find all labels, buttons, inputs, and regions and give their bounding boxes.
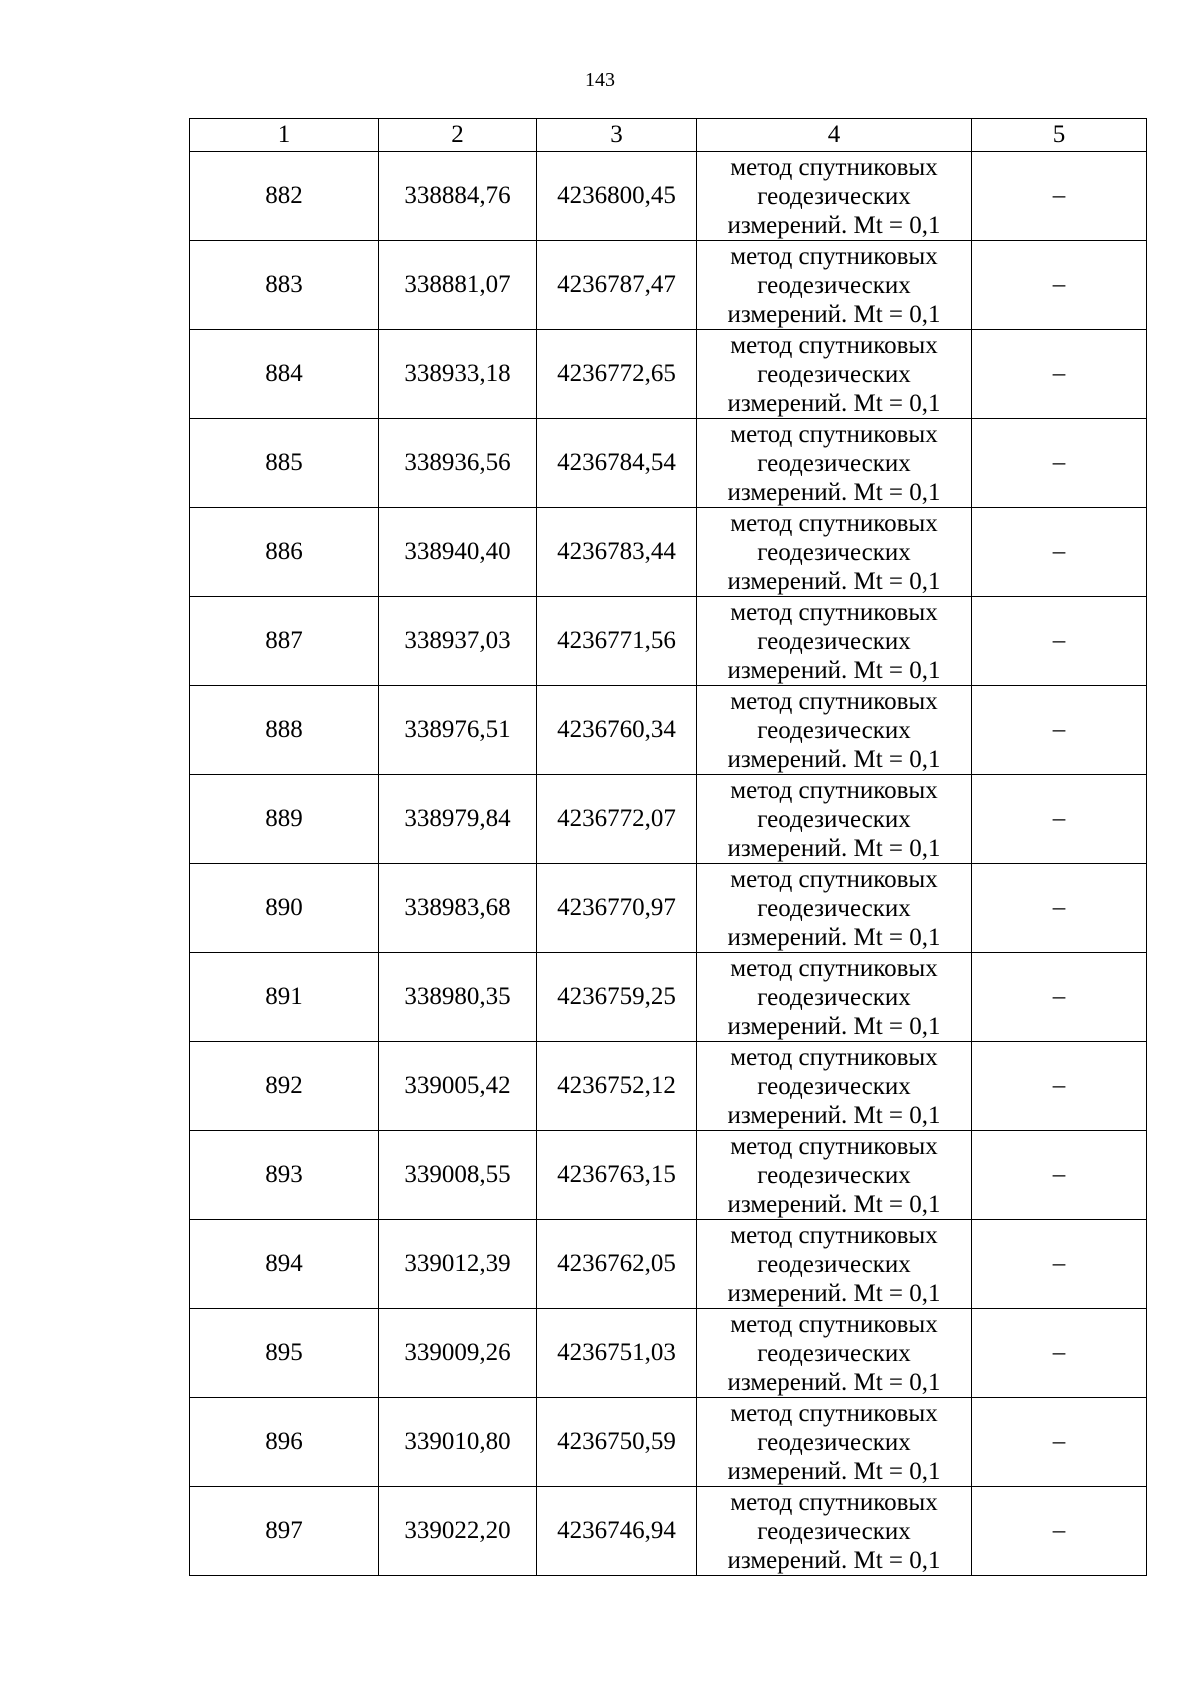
- method-line: метод спутниковых: [730, 954, 938, 982]
- method-line: измерений. Mt = 0,1: [727, 834, 941, 862]
- x-coordinate-cell: 338881,07: [379, 241, 537, 330]
- method-line: метод спутниковых: [730, 776, 938, 804]
- table-header: [190, 119, 1147, 152]
- table-row: [190, 597, 1147, 686]
- note-cell: –: [972, 1398, 1147, 1487]
- method-line: метод спутниковых: [730, 331, 938, 359]
- coordinates-table-wrapper: [189, 118, 1147, 1576]
- method-line: метод спутниковых: [730, 687, 938, 715]
- method-cell: [697, 686, 972, 775]
- method-line: измерений. Mt = 0,1: [727, 478, 941, 506]
- y-coordinate-cell: 4236752,12: [537, 1042, 697, 1131]
- method-cell: [697, 1131, 972, 1220]
- method-line: метод спутниковых: [730, 1399, 938, 1427]
- x-coordinate-cell: 338933,18: [379, 330, 537, 419]
- y-coordinate-cell: 4236800,45: [537, 152, 697, 241]
- note-cell: –: [972, 1220, 1147, 1309]
- method-line: геодезических: [757, 1072, 911, 1100]
- note-cell: –: [972, 152, 1147, 241]
- method-line: метод спутниковых: [730, 1488, 938, 1516]
- method-line: геодезических: [757, 627, 911, 655]
- header-col-2: 2: [379, 119, 537, 152]
- table-row: [190, 1131, 1147, 1220]
- method-line: измерений. Mt = 0,1: [727, 745, 941, 773]
- point-number-cell: 888: [190, 686, 379, 775]
- method-line: метод спутниковых: [730, 865, 938, 893]
- table-row: [190, 419, 1147, 508]
- point-number-cell: 884: [190, 330, 379, 419]
- y-coordinate-cell: 4236750,59: [537, 1398, 697, 1487]
- y-coordinate-cell: 4236763,15: [537, 1131, 697, 1220]
- method-cell: [697, 1220, 972, 1309]
- x-coordinate-cell: 338983,68: [379, 864, 537, 953]
- note-cell: –: [972, 330, 1147, 419]
- method-line: измерений. Mt = 0,1: [727, 567, 941, 595]
- method-line: измерений. Mt = 0,1: [727, 211, 941, 239]
- y-coordinate-cell: 4236762,05: [537, 1220, 697, 1309]
- point-number-cell: 897: [190, 1487, 379, 1576]
- method-line: метод спутниковых: [730, 509, 938, 537]
- method-cell: [697, 1487, 972, 1576]
- method-line: измерений. Mt = 0,1: [727, 1190, 941, 1218]
- point-number-cell: 885: [190, 419, 379, 508]
- note-cell: –: [972, 241, 1147, 330]
- method-line: геодезических: [757, 716, 911, 744]
- method-line: геодезических: [757, 983, 911, 1011]
- method-line: измерений. Mt = 0,1: [727, 389, 941, 417]
- table-row: [190, 1398, 1147, 1487]
- method-line: геодезических: [757, 1517, 911, 1545]
- note-cell: –: [972, 864, 1147, 953]
- method-line: геодезических: [757, 449, 911, 477]
- coordinates-table: [189, 118, 1147, 1576]
- header-row: [190, 119, 1147, 152]
- point-number-cell: 886: [190, 508, 379, 597]
- method-line: измерений. Mt = 0,1: [727, 300, 941, 328]
- table-row: [190, 1487, 1147, 1576]
- page-number: 143: [585, 69, 615, 91]
- y-coordinate-cell: 4236770,97: [537, 864, 697, 953]
- y-coordinate-cell: 4236771,56: [537, 597, 697, 686]
- header-col-1: 1: [190, 119, 379, 152]
- note-cell: –: [972, 597, 1147, 686]
- table-row: [190, 686, 1147, 775]
- x-coordinate-cell: 339008,55: [379, 1131, 537, 1220]
- x-coordinate-cell: 338936,56: [379, 419, 537, 508]
- y-coordinate-cell: 4236783,44: [537, 508, 697, 597]
- method-line: измерений. Mt = 0,1: [727, 656, 941, 684]
- method-line: метод спутниковых: [730, 1310, 938, 1338]
- note-cell: –: [972, 1042, 1147, 1131]
- x-coordinate-cell: 338980,35: [379, 953, 537, 1042]
- table-row: [190, 953, 1147, 1042]
- method-line: метод спутниковых: [730, 420, 938, 448]
- x-coordinate-cell: 338884,76: [379, 152, 537, 241]
- point-number-cell: 883: [190, 241, 379, 330]
- x-coordinate-cell: 339005,42: [379, 1042, 537, 1131]
- method-cell: [697, 241, 972, 330]
- x-coordinate-cell: 339009,26: [379, 1309, 537, 1398]
- y-coordinate-cell: 4236746,94: [537, 1487, 697, 1576]
- method-cell: [697, 775, 972, 864]
- method-line: геодезических: [757, 1339, 911, 1367]
- method-line: измерений. Mt = 0,1: [727, 1368, 941, 1396]
- method-cell: [697, 953, 972, 1042]
- point-number-cell: 895: [190, 1309, 379, 1398]
- point-number-cell: 893: [190, 1131, 379, 1220]
- point-number-cell: 882: [190, 152, 379, 241]
- point-number-cell: 890: [190, 864, 379, 953]
- point-number-cell: 894: [190, 1220, 379, 1309]
- method-line: геодезических: [757, 271, 911, 299]
- note-cell: –: [972, 1131, 1147, 1220]
- note-cell: –: [972, 508, 1147, 597]
- method-cell: [697, 597, 972, 686]
- method-line: метод спутниковых: [730, 1043, 938, 1071]
- method-line: геодезических: [757, 1161, 911, 1189]
- method-cell: [697, 152, 972, 241]
- y-coordinate-cell: 4236787,47: [537, 241, 697, 330]
- method-cell: [697, 1309, 972, 1398]
- method-cell: [697, 864, 972, 953]
- y-coordinate-cell: 4236751,03: [537, 1309, 697, 1398]
- point-number-cell: 889: [190, 775, 379, 864]
- x-coordinate-cell: 338979,84: [379, 775, 537, 864]
- method-line: метод спутниковых: [730, 242, 938, 270]
- y-coordinate-cell: 4236772,07: [537, 775, 697, 864]
- method-cell: [697, 330, 972, 419]
- method-line: геодезических: [757, 538, 911, 566]
- method-line: геодезических: [757, 894, 911, 922]
- method-line: геодезических: [757, 182, 911, 210]
- table-row: [190, 508, 1147, 597]
- method-line: геодезических: [757, 805, 911, 833]
- y-coordinate-cell: 4236772,65: [537, 330, 697, 419]
- point-number-cell: 892: [190, 1042, 379, 1131]
- table-row: [190, 775, 1147, 864]
- header-col-3: 3: [537, 119, 697, 152]
- method-line: геодезических: [757, 360, 911, 388]
- header-col-5: 5: [972, 119, 1147, 152]
- table-body: [190, 152, 1147, 1576]
- note-cell: –: [972, 419, 1147, 508]
- method-line: метод спутниковых: [730, 1221, 938, 1249]
- method-line: измерений. Mt = 0,1: [727, 1012, 941, 1040]
- x-coordinate-cell: 338940,40: [379, 508, 537, 597]
- method-line: геодезических: [757, 1250, 911, 1278]
- method-line: измерений. Mt = 0,1: [727, 923, 941, 951]
- x-coordinate-cell: 338976,51: [379, 686, 537, 775]
- note-cell: –: [972, 686, 1147, 775]
- note-cell: –: [972, 1309, 1147, 1398]
- y-coordinate-cell: 4236759,25: [537, 953, 697, 1042]
- note-cell: –: [972, 953, 1147, 1042]
- method-line: геодезических: [757, 1428, 911, 1456]
- method-line: метод спутниковых: [730, 153, 938, 181]
- x-coordinate-cell: 339010,80: [379, 1398, 537, 1487]
- method-line: измерений. Mt = 0,1: [727, 1457, 941, 1485]
- method-line: измерений. Mt = 0,1: [727, 1279, 941, 1307]
- method-cell: [697, 419, 972, 508]
- table-row: [190, 1220, 1147, 1309]
- note-cell: –: [972, 775, 1147, 864]
- x-coordinate-cell: 339012,39: [379, 1220, 537, 1309]
- point-number-cell: 887: [190, 597, 379, 686]
- note-cell: –: [972, 1487, 1147, 1576]
- method-line: метод спутниковых: [730, 1132, 938, 1160]
- method-line: измерений. Mt = 0,1: [727, 1101, 941, 1129]
- x-coordinate-cell: 338937,03: [379, 597, 537, 686]
- method-cell: [697, 508, 972, 597]
- x-coordinate-cell: 339022,20: [379, 1487, 537, 1576]
- method-line: измерений. Mt = 0,1: [727, 1546, 941, 1574]
- y-coordinate-cell: 4236760,34: [537, 686, 697, 775]
- table-row: [190, 152, 1147, 241]
- y-coordinate-cell: 4236784,54: [537, 419, 697, 508]
- method-cell: [697, 1398, 972, 1487]
- method-line: метод спутниковых: [730, 598, 938, 626]
- table-row: [190, 330, 1147, 419]
- method-cell: [697, 1042, 972, 1131]
- point-number-cell: 896: [190, 1398, 379, 1487]
- table-row: [190, 864, 1147, 953]
- point-number-cell: 891: [190, 953, 379, 1042]
- table-row: [190, 1309, 1147, 1398]
- table-row: [190, 1042, 1147, 1131]
- header-col-4: 4: [697, 119, 972, 152]
- table-row: [190, 241, 1147, 330]
